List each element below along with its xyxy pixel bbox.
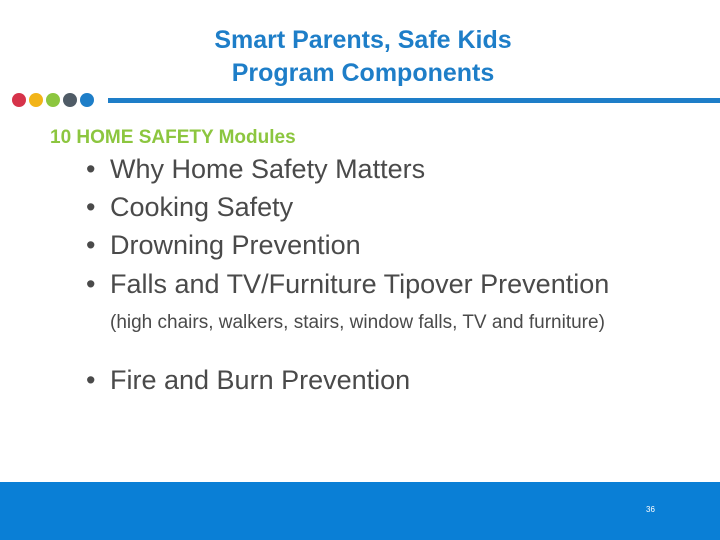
title-line-1: Smart Parents, Safe Kids bbox=[214, 26, 512, 54]
bullet-text: Drowning Prevention bbox=[110, 230, 361, 260]
bullet-marker-icon: • bbox=[86, 365, 96, 395]
bullet-text: Fire and Burn Prevention bbox=[110, 365, 411, 395]
dot-icon bbox=[29, 93, 43, 107]
bullet-marker-icon: • bbox=[86, 269, 96, 299]
bullet-marker-icon: • bbox=[86, 154, 96, 184]
dot-icon bbox=[80, 93, 94, 107]
dot-icon bbox=[63, 93, 77, 107]
bullet-text: Why Home Safety Matters bbox=[110, 154, 426, 184]
page-number: 36 bbox=[646, 505, 655, 514]
bullet-sub-note: (high chairs, walkers, stairs, window falls, TV and furniture) bbox=[110, 312, 605, 333]
title-underline-rule bbox=[108, 98, 720, 103]
bullet-marker-icon: • bbox=[86, 192, 96, 222]
title-line-2: Program Components bbox=[231, 59, 495, 87]
modules-subheading: 10 HOME SAFETY Modules bbox=[50, 127, 296, 148]
dot-icon bbox=[12, 93, 26, 107]
dot-icon bbox=[46, 93, 60, 107]
slide-title bbox=[180, 24, 546, 90]
footer-bar bbox=[0, 482, 720, 540]
bullet-marker-icon: • bbox=[86, 230, 96, 260]
bullet-text: Falls and TV/Furniture Tipover Prevention bbox=[110, 269, 610, 299]
bullet-text: Cooking Safety bbox=[110, 192, 294, 222]
